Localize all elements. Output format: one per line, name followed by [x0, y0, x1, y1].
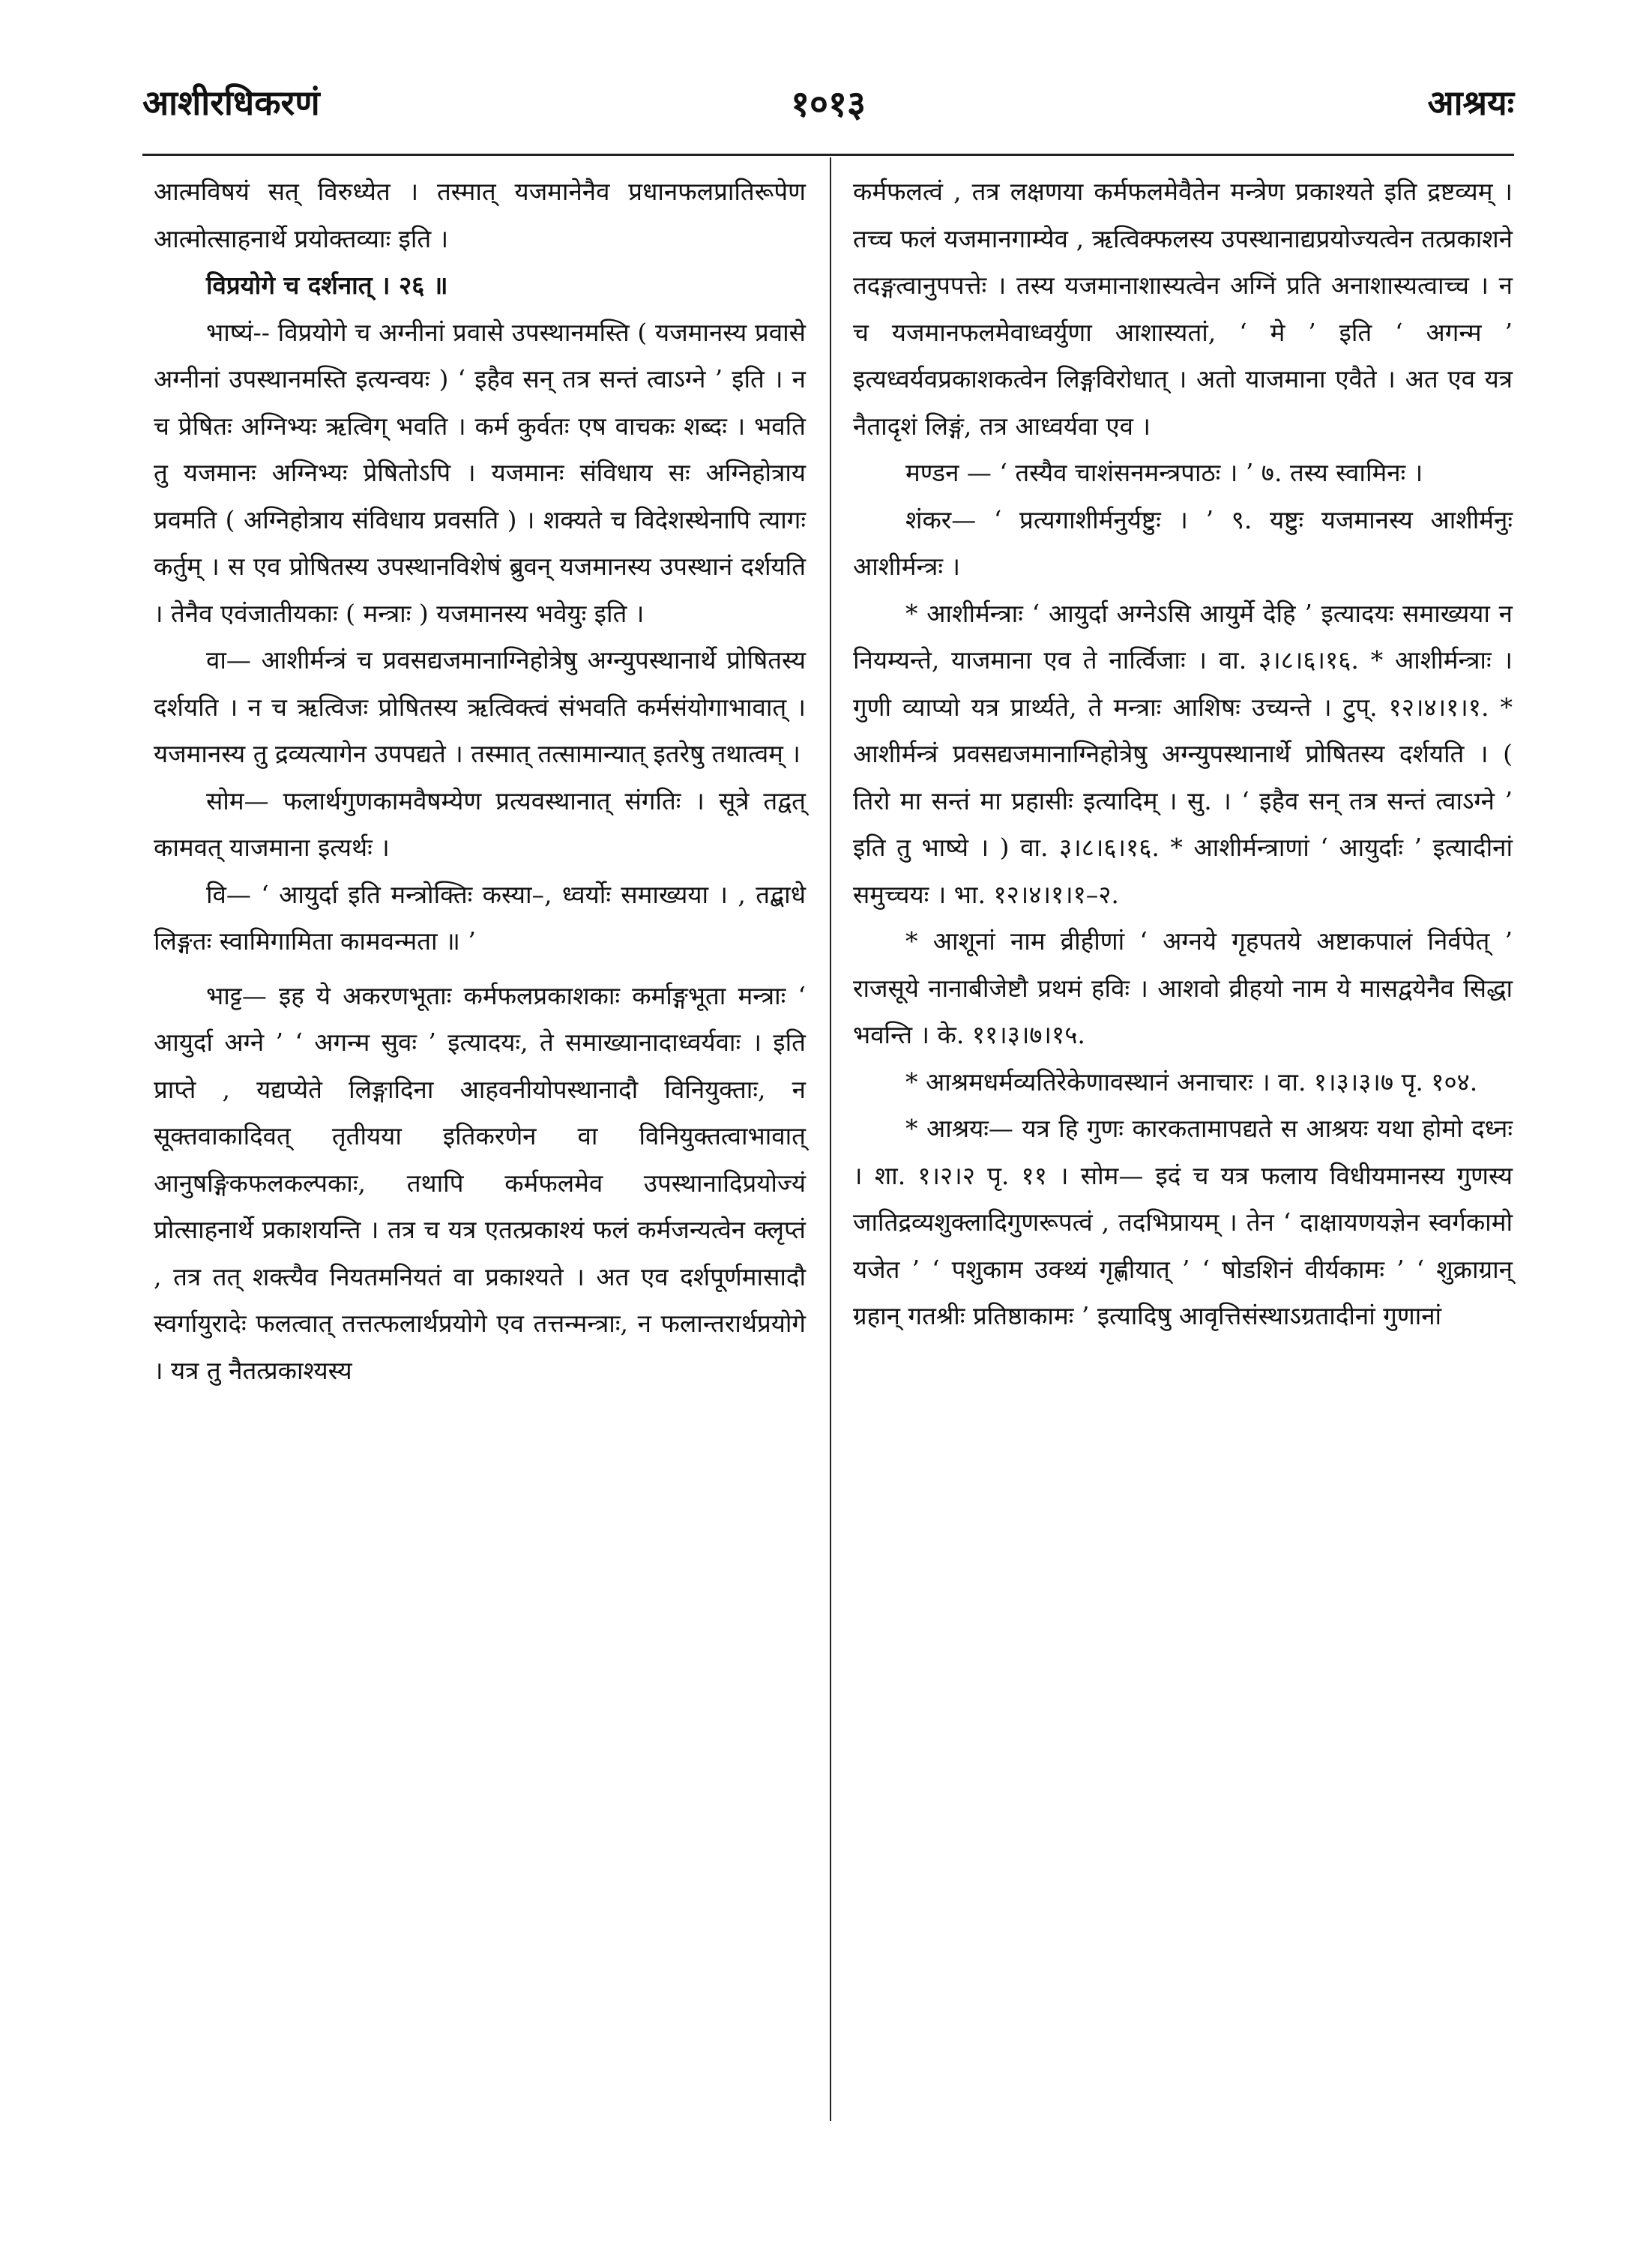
- paragraph: भाष्यं-- विप्रयोगे च अग्नीनां प्रवासे उपस्थानमस्ति ( यजमानस्य प्रवासे अग्नीनां उपस्थानमस्ति इत्यन्वयः ) ‘ इहैव सन् तत्र सन्तं त्वाऽग्ने ’ इति । न च प्रेषितः अग्निभ्यः ऋत्विग् भवति । कर्म कुर्वतः एष वाचकः शब्दः । भवति तु यजमानः अग्निभ्यः प्रेषितोऽपि । यजमानः संविधाय सः अग्निहोत्राय प्रवमति ( अग्निहोत्राय संविधाय प्रवसति ) । शक्यते च विदेशस्थेनापि त्यागः कर्तुम् । स एव प्रोषितस्य उपस्थानविशेषं ब्रुवन् यजमानस्य उपस्थानं दर्शयति । तेनैव एवंजातीयकाः ( मन्त्राः ) यजमानस्य भवेयुः इति ।: [154, 317, 806, 628]
- header-rule: [142, 154, 1514, 156]
- paragraph: * आश्रयः— यत्र हि गुणः कारकतामापद्यते स आश्रयः यथा होमो दध्नः । शा. १।२।२ पृ. ११ । सोम— इदं च यत्र फलाय विधीयमानस्य गुणस्य जातिद्रव्यशुक्लादिगुणरूपत्वं , तदभिप्रायम् । तेन ‘ दाक्षायणयज्ञेन स्वर्गकामो यजेत ’ ‘ पशुकाम उक्थ्यं गृह्णीयात् ’ ‘ षोडशिनं वीर्यकामः ’ ‘ शुक्राग्रान् ग्रहान् गतश्रीः प्रतिष्ठाकामः ’ इत्यादिषु आवृत्तिसंस्थाऽग्रतादीनां गुणानां: [853, 1114, 1513, 1330]
- column-divider: [830, 157, 831, 2121]
- left-column: [154, 169, 806, 1394]
- sutra-heading: विप्रयोगे च दर्शनात् । २६ ॥: [206, 271, 448, 300]
- right-column: [853, 169, 1513, 1340]
- header-topic: आश्रयः: [1427, 82, 1514, 123]
- paragraph: * आश्रमधर्मव्यतिरेकेणावस्थानं अनाचारः । वा. १।३।३।७ पृ. १०४.: [905, 1067, 1478, 1097]
- paragraph: * आशीर्मन्त्राः ‘ आयुर्दा अग्नेऽसि आयुर्मे देहि ’ इत्यादयः समाख्यया न नियम्यन्ते, याजमाना एव ते नार्त्विजाः । वा. ३।८।६।१६. * आशीर्मन्त्राः । गुणी व्याप्यो यत्र प्रार्थ्यते, ते मन्त्राः आशिषः उच्यन्ते । टुप्. १२।४।१।१. * आशीर्मन्त्रं प्रवसद्यजमानाग्निहोत्रेषु अग्न्युपस्थानार्थे प्रोषितस्य दर्शयति । ( तिरो मा सन्तं मा प्रहासीः इत्यादिम् । सु. । ‘ इहैव सन् तत्र सन्तं त्वाऽग्ने ’ इति तु भाष्ये । ) वा. ३।८।६।१६. * आशीर्मन्त्राणां ‘ आयुर्दाः ’ इत्यादीनां समुच्चयः । भा. १२।४।१।१–२.: [853, 598, 1513, 909]
- paragraph: शंकर— ‘ प्रत्यगाशीर्मनुर्यष्टुः । ’ ९. यष्टुः यजमानस्य आशीर्मनुः आशीर्मन्त्रः ।: [853, 504, 1513, 581]
- paragraph: सोम— फलार्थगुणकामवैषम्येण प्रत्यवस्थानात् संगतिः । सूत्रे तद्वत् कामवत् याजमाना इत्यर्थः ।: [154, 785, 806, 862]
- paragraph: मण्डन — ‘ तस्यैव चाशंसनमन्त्रपाठः । ’ ७. तस्य स्वामिनः ।: [905, 458, 1423, 487]
- header-section-title: आशीरधिकरणं: [142, 82, 320, 123]
- running-header: [142, 79, 1514, 139]
- paragraph: * आशूनां नाम व्रीहीणां ‘ अग्नये गृहपतये अष्टाकपालं निर्वपेत् ’ राजसूये नानाबीजेष्टौ प्रथमं हविः । आशवो व्रीहयो नाम ये मासद्वयेनैव सिद्धा भवन्ति । के. ११।३।७।१५.: [853, 926, 1513, 1049]
- paragraph: कर्मफलत्वं , तत्र लक्षणया कर्मफलमेवैतेन मन्त्रेण प्रकाश्यते इति द्रष्टव्यम् । तच्च फलं यजमानगाम्येव , ऋत्विक्फलस्य उपस्थानाद्यप्रयोज्यत्वेन तत्प्रकाशने तदङ्गत्वानुपपत्तेः । तस्य यजमानाशास्यत्वेन अग्निं प्रति अनाशास्यत्वाच्च । न च यजमानफलमेवाध्वर्युणा आशास्यतां, ‘ मे ’ इति ‘ अगन्म ’ इत्यध्वर्यवप्रकाशकत्वेन लिङ्गविरोधात् । अतो याजमाना एवैते । अत एव यत्र नैतादृशं लिङ्गं, तत्र आध्वर्यवा एव ।: [853, 177, 1513, 441]
- paragraph: वि— ‘ आयुर्दा इति मन्त्रोक्तिः कस्या–, ध्वर्योः समाख्यया । , तद्बाधे लिङ्गतः स्वामिगामिता कामवन्मता ॥ ’: [154, 879, 806, 956]
- page-number: १०१३: [791, 83, 866, 125]
- paragraph: भाट्ट— इह ये अकरणभूताः कर्मफलप्रकाशकाः कर्माङ्गभूता मन्त्राः ‘ आयुर्दा अग्ने ’ ‘ अगन्म सुवः ’ इत्यादयः, ते समाख्यानादाध्वर्यवाः । इति प्राप्ते , यद्यप्येते लिङ्गादिना आहवनीयोपस्थानादौ विनियुक्ताः, न सूक्तवाकादिवत् तृतीयया इतिकरणेन वा विनियुक्तत्वाभावात् आनुषङ्गिकफलकल्पकाः, तथापि कर्मफलमेव उपस्थानादिप्रयोज्यं प्रोत्साहनार्थे प्रकाशयन्ति । तत्र च यत्र एतत्प्रकाश्यं फलं कर्मजन्यत्वेन क्लृप्तं , तत्र तत् शक्त्यैव नियतमनियतं वा प्रकाश्यते । अत एव दर्शपूर्णमासादौ स्वर्गायुरादेः फलत्वात् तत्तत्फलार्थप्रयोगे एव तत्तन्मन्त्राः, न फलान्तरार्थप्रयोगे । यत्र तु नैतत्प्रकाश्यस्य: [154, 980, 806, 1385]
- paragraph: वा— आशीर्मन्त्रं च प्रवसद्यजमानाग्निहोत्रेषु अग्न्युपस्थानार्थे प्रोषितस्य दर्शयति । न च ऋत्विजः प्रोषितस्य ऋत्विक्त्वं संभवति कर्मसंयोगाभावात् । यजमानस्य तु द्रव्यत्यागेन उपपद्यते । तस्मात् तत्सामान्यात् इतरेषु तथात्वम् ।: [154, 645, 806, 768]
- paragraph: आत्मविषयं सत् विरुध्येत । तस्मात् यजमानेनैव प्रधानफलप्रातिरूपेण आत्मोत्साहनार्थे प्रयोक्तव्याः इति ।: [154, 177, 806, 253]
